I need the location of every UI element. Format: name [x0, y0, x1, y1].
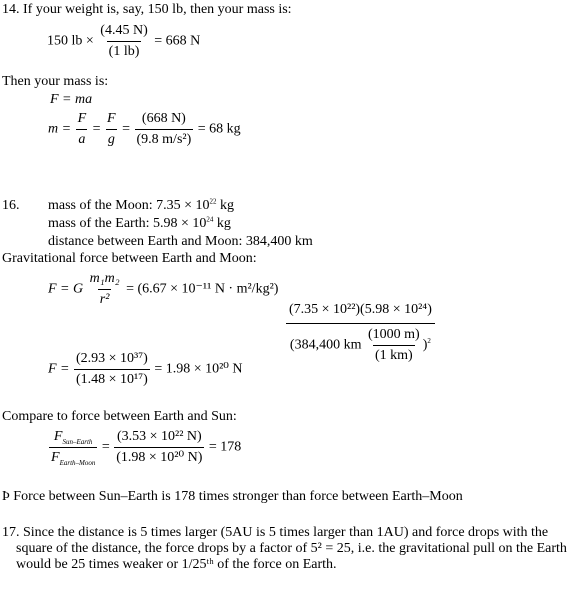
m1m2: m₁m₂ — [89, 271, 120, 286]
earth-mass-unit: kg — [216, 216, 231, 231]
moon-mass-exponent: 22 — [209, 197, 217, 206]
force-denominator: (1.48 × 10¹⁷) — [74, 369, 150, 389]
grav-force-heading: Gravitational force between Earth and Moon: — [2, 251, 257, 266]
problem-16-number: 16. — [2, 198, 20, 213]
force-ratio-labels — [49, 428, 97, 467]
moon-mass-unit: kg — [220, 198, 234, 213]
mass-intro: Then your mass is: — [2, 74, 109, 89]
force-ratio-values — [114, 428, 204, 467]
problem-14-heading: 14. If your weight is, say, 150 lb, then your mass is: — [2, 2, 292, 17]
force-result-equation — [48, 350, 243, 389]
force-numerator: (2.93 × 10³⁷) — [76, 351, 148, 366]
weight-conversion-equation — [47, 22, 200, 61]
sun-earth-force-label: $F_{Sun-Earth}$ — [53, 429, 93, 446]
conversion-fraction — [98, 22, 149, 61]
mass-denominator: (9.8 m/s²) — [135, 129, 194, 149]
problem-17-text: 17. Since the distance is 5 times larger (5AU is 5 times larger than 1AU) and force drops with the square of the distance, the force drops by a factor of 5² = 25, i.e. the gravitational pull on the Earth would be 25 times weaker or 1/25ᵗʰ of the force on Earth. — [2, 525, 567, 572]
f-equals-g: F = G — [48, 281, 84, 297]
distance-squared: (384,400 km $\frac{(1000 m)}{(1 km)}$ )$^2$ — [286, 323, 435, 367]
m1m2-over-r2 — [88, 270, 122, 309]
masses-over-distance — [283, 297, 438, 367]
mass-numerator: (668 N) — [141, 111, 186, 126]
moon-mass — [48, 198, 234, 214]
frac-f: F — [77, 111, 87, 126]
force-result: = 1.98 × 10²⁰ N — [154, 361, 243, 377]
newton-second-law: F = ma — [50, 92, 93, 107]
earth-mass-label: mass of the Earth: 5.98 × 10 — [48, 216, 207, 231]
compare-heading: Compare to force between Earth and Sun: — [2, 409, 237, 424]
earth-mass-exponent: 24 — [206, 215, 214, 224]
km-to-m-fraction — [366, 326, 422, 365]
f-lhs: F = — [48, 361, 70, 377]
g-constant-value: = (6.67 × 10⁻¹¹ N · m²/kg²) — [126, 281, 279, 297]
earth-moon-force-value: (1.98 × 10²⁰ N) — [114, 447, 204, 467]
earth-moon-force-label: $F_{Earth-Moon}$ — [49, 447, 97, 467]
mass-lhs: m = — [48, 121, 72, 137]
r-squared: r² — [98, 289, 112, 309]
masses-product: (7.35 × 10²²)(5.98 × 10²⁴) — [288, 301, 432, 317]
f-over-a — [76, 110, 89, 149]
earth-mass — [48, 216, 231, 232]
mass-value-fraction — [135, 110, 194, 149]
mass-result: = 68 kg — [197, 121, 241, 137]
force-ratio-equation: $\frac{F_{Sun-Earth}}{F_{Earth-Moon}}$ = $\frac{\text{(3.53 × 10²² N)}}{\text{(1.98 × 10²⁰ N)}}$ = 178 — [51, 429, 242, 467]
frac-g: g — [106, 129, 117, 149]
eq1-result: = 668 N — [154, 33, 201, 49]
conclusion-text: Þ Force between Sun–Earth is 178 times stronger than force between Earth–Moon — [2, 489, 463, 504]
meters-numerator: (1000 m) — [367, 326, 420, 342]
eq1-left: 150 lb × — [47, 33, 94, 49]
conversion-denominator: (1 lb) — [107, 41, 142, 61]
ratio-result: = 178 — [208, 439, 242, 455]
distance-value: (384,400 km — [289, 337, 362, 353]
km-denominator: (1 km) — [373, 345, 415, 365]
force-fraction — [74, 350, 150, 389]
moon-mass-label: mass of the Moon: 7.35 × 10 — [48, 198, 210, 213]
conversion-numerator: (4.45 N) — [100, 23, 148, 38]
frac-a: a — [76, 129, 87, 149]
frac-f2: F — [107, 111, 116, 126]
mass-equation: m = $\frac{F}{a}$ = $\frac{F}{g}$ = $\frac{(668 N)}{\text{(9.8 m/s²)}}$ = 68 kg — [48, 111, 241, 147]
f-over-g — [105, 110, 118, 149]
earth-moon-distance: distance between Earth and Moon: 384,400 km — [48, 234, 313, 249]
sun-earth-force-value: (3.53 × 10²² N) — [116, 429, 202, 444]
